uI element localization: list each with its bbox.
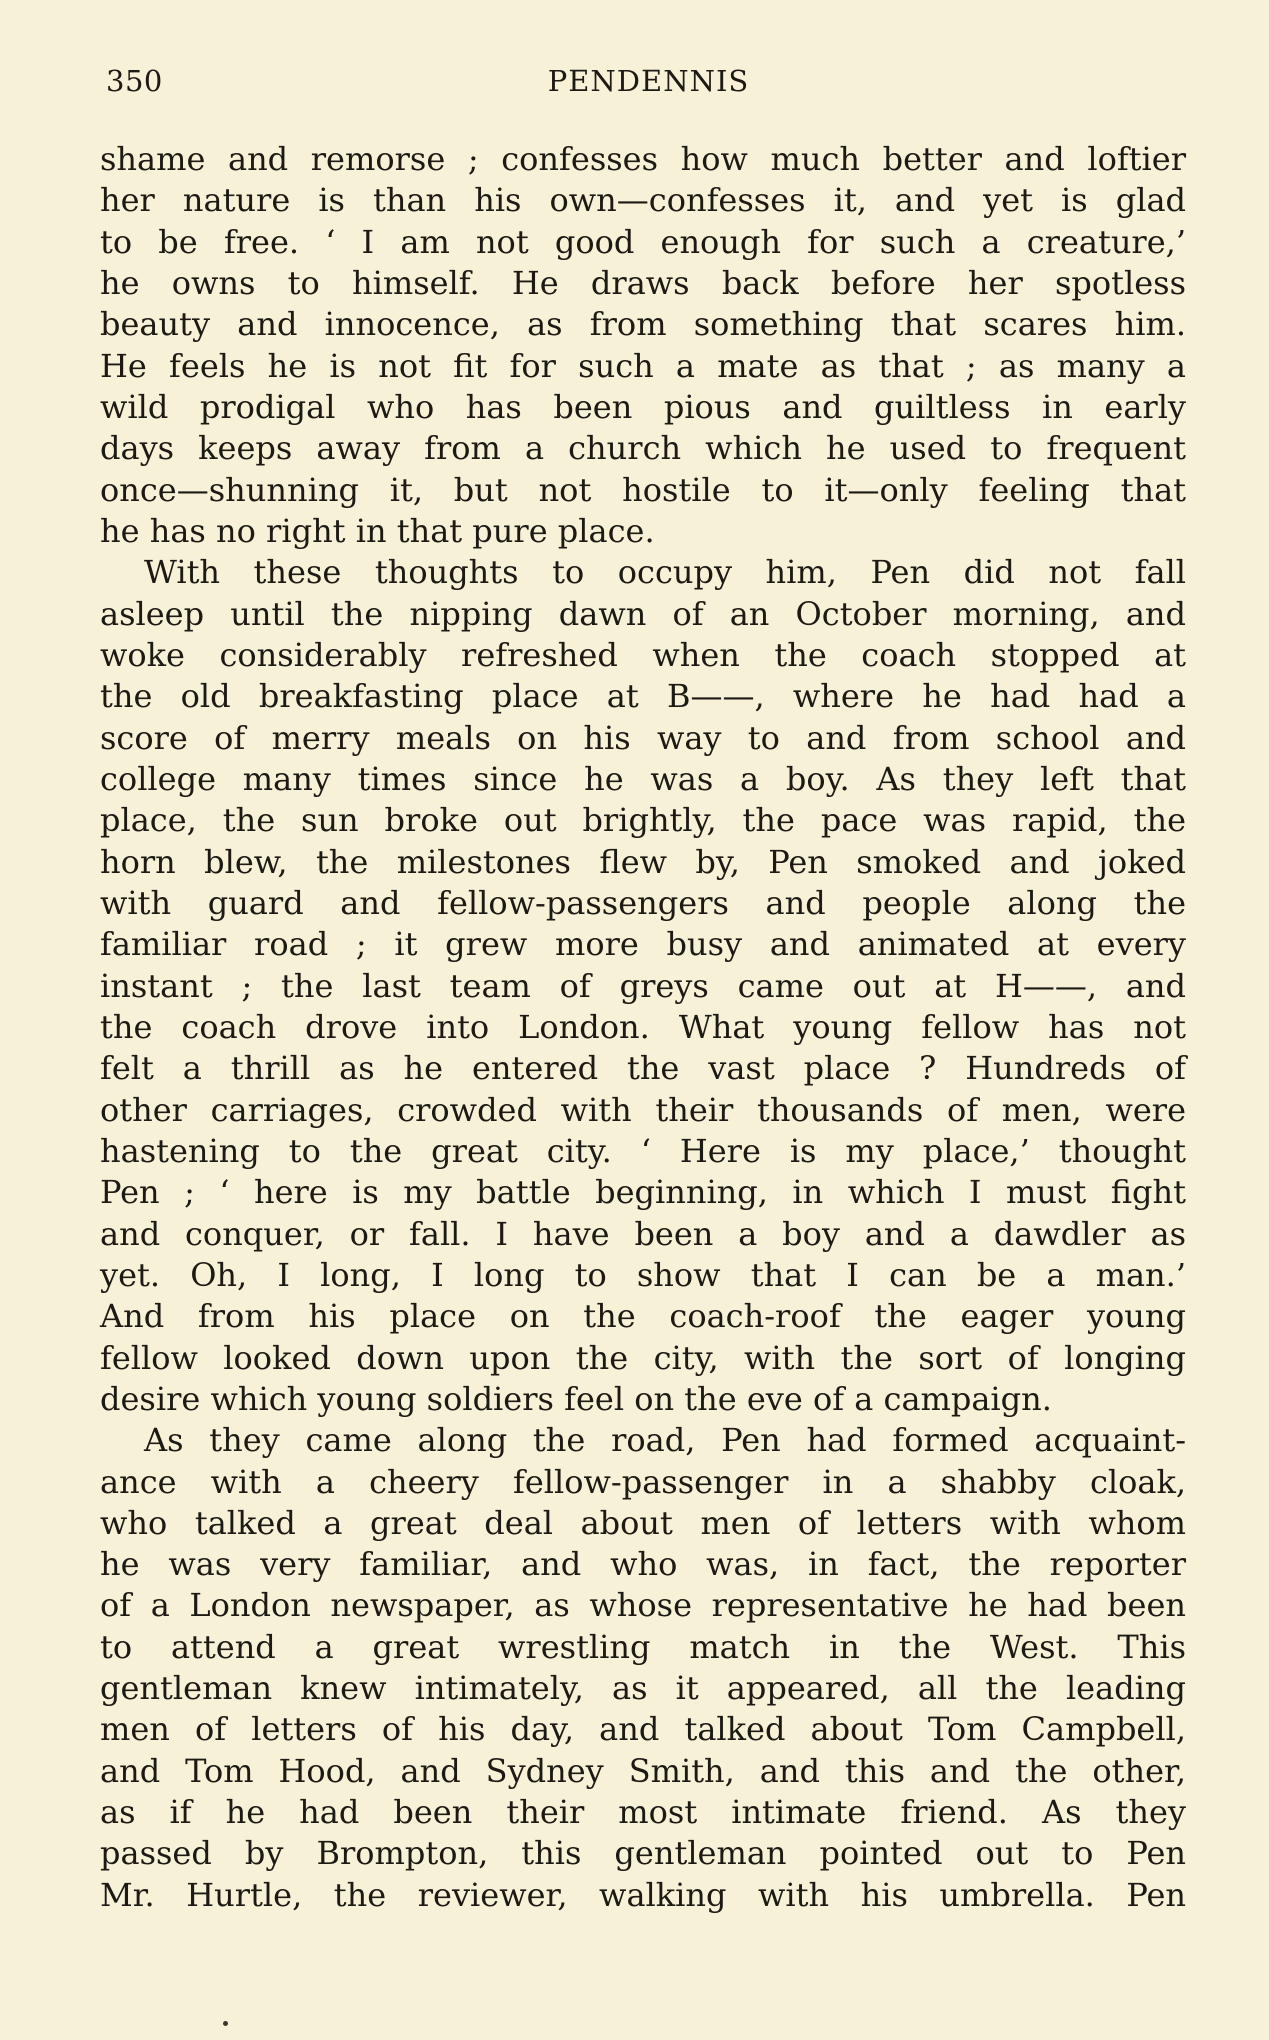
text-line: the coach drove into London. What young fellow has not: [100, 1007, 1186, 1046]
text-line: he has no right in that pure place.: [100, 511, 655, 550]
paragraph: [100, 1420, 1186, 1916]
text-line: place, the sun broke out brightly, the pace was rapid, the: [100, 801, 1186, 840]
text-line: to be free. ‘ I am not good enough for such a creature,’: [100, 222, 1186, 261]
text-line: woke considerably refreshed when the coach stopped at: [100, 635, 1186, 674]
text-line: of a London newspaper, as whose representative he had been: [100, 1586, 1186, 1625]
paragraph: [100, 552, 1186, 1420]
text-line: felt a thrill as he entered the vast place ? Hundreds of: [100, 1049, 1186, 1088]
text-line: with guard and fellow-passengers and people along the: [100, 883, 1186, 922]
text-line: beauty and innocence, as from something that scares him.: [100, 305, 1186, 344]
text-line: desire which young soldiers feel on the eve of a campaign.: [100, 1379, 1052, 1418]
text-line: score of merry meals on his way to and from school and: [100, 718, 1186, 757]
text-line: her nature is than his own—confesses it, and yet is glad: [100, 181, 1186, 220]
text-line: asleep until the nipping dawn of an October morning, and: [100, 594, 1186, 633]
text-line: As they came along the road, Pen had formed acquaint-: [144, 1421, 1186, 1460]
text-line: he was very familiar, and who was, in fact, the reporter: [100, 1545, 1186, 1584]
text-line: once—shunning it, but not hostile to it—only feeling that: [100, 470, 1186, 509]
text-line: days keeps away from a church which he used to frequent: [100, 429, 1186, 468]
text-line: he owns to himself. He draws back before her spotless: [100, 263, 1186, 302]
text-line: men of letters of his day, and talked about Tom Campbell,: [100, 1710, 1186, 1749]
running-title: PENDENNIS: [547, 64, 750, 98]
text-line: to attend a great wrestling match in the West. This: [100, 1627, 1186, 1666]
text-line: Mr. Hurtle, the reviewer, walking with his umbrella. Pen: [100, 1875, 1186, 1914]
text-line: yet. Oh, I long, I long to show that I can be a man.’: [100, 1255, 1186, 1294]
text-line: horn blew, the milestones flew by, Pen smoked and joked: [100, 842, 1186, 881]
text-line: who talked a great deal about men of letters with whom: [100, 1503, 1186, 1542]
text-line: as if he had been their most intimate friend. As they: [100, 1793, 1186, 1832]
text-line: With these thoughts to occupy him, Pen did not fall: [144, 553, 1186, 592]
text-line: and conquer, or fall. I have been a boy and a dawdler as: [100, 1214, 1186, 1253]
text-line: fellow looked down upon the city, with the sort of longing: [100, 1338, 1186, 1377]
text-line: hastening to the great city. ‘ Here is my place,’ thought: [100, 1131, 1186, 1170]
body-text: [100, 139, 1186, 1916]
text-line: familiar road ; it grew more busy and animated at every: [100, 925, 1186, 964]
text-line: wild prodigal who has been pious and guiltless in early: [100, 387, 1186, 426]
running-header: [106, 64, 1191, 104]
text-line: other carriages, crowded with their thousands of men, were: [100, 1090, 1186, 1129]
text-line: passed by Brompton, this gentleman pointed out to Pen: [100, 1834, 1186, 1873]
paragraph: [100, 139, 1186, 552]
text-line: ance with a cheery fellow-passenger in a shabby cloak,: [100, 1462, 1186, 1501]
page-number: 350: [106, 64, 163, 98]
text-line: gentleman knew intimately, as it appeared, all the leading: [100, 1669, 1186, 1708]
text-line: the old breakfasting place at B——, where he had had a: [100, 677, 1186, 716]
text-line: Pen ; ‘ here is my battle beginning, in which I must fight: [100, 1173, 1186, 1212]
text-line: college many times since he was a boy. As they left that: [100, 759, 1186, 798]
text-line: and Tom Hood, and Sydney Smith, and this and the other,: [100, 1751, 1186, 1790]
text-line: shame and remorse ; confesses how much better and loftier: [100, 140, 1186, 178]
text-line: And from his place on the coach-roof the eager young: [100, 1297, 1186, 1336]
text-line: He feels he is not fit for such a mate as that ; as many a: [100, 346, 1186, 385]
text-line: instant ; the last team of greys came out at H——, and: [100, 966, 1186, 1005]
print-speck: [223, 2021, 228, 2026]
